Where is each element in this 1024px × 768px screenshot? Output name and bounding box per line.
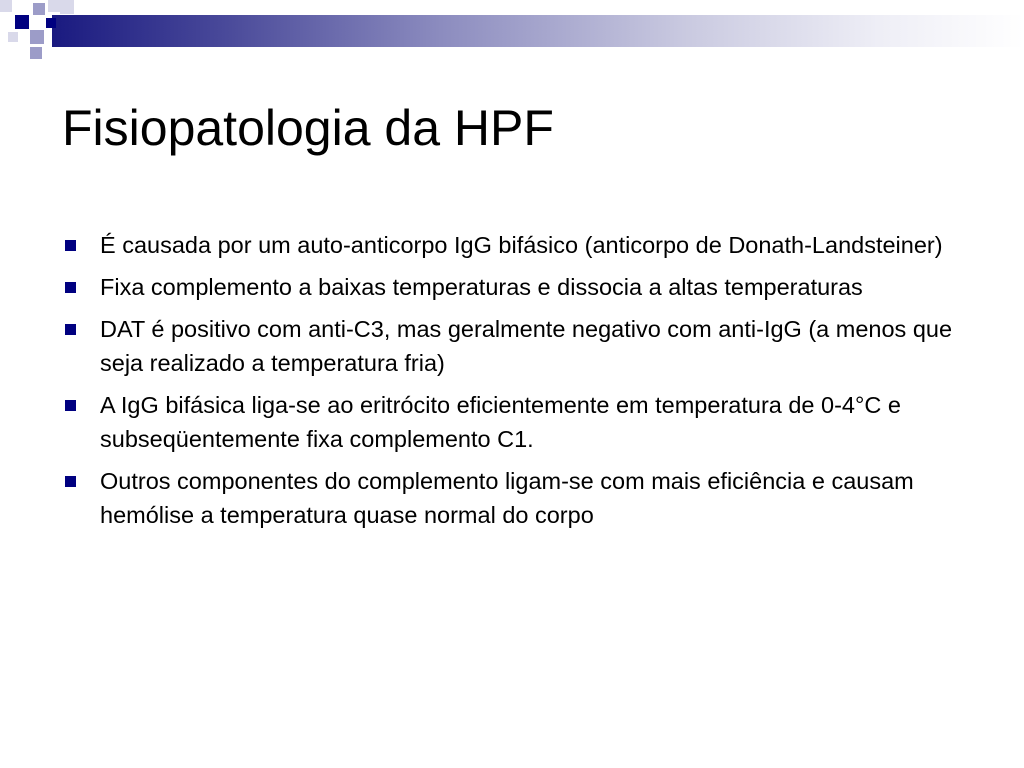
header-gradient-bar [52, 15, 1024, 47]
square-bullet-icon [65, 282, 76, 293]
decor-square [30, 47, 42, 59]
bullet-text: Fixa complemento a baixas temperaturas e dissocia a altas temperaturas [100, 274, 863, 300]
decor-square [33, 3, 45, 15]
square-bullet-icon [65, 240, 76, 251]
square-bullet-icon [65, 476, 76, 487]
bullet-item [62, 312, 967, 380]
decor-square [8, 32, 18, 42]
decor-square [15, 15, 29, 29]
decor-square [30, 30, 44, 44]
bullet-item [62, 270, 967, 304]
bullet-list [62, 228, 967, 540]
decor-square [48, 0, 60, 12]
decor-square [0, 0, 12, 12]
bullet-item [62, 464, 967, 532]
slide-title: Fisiopatologia da HPF [62, 100, 554, 156]
decor-square [60, 0, 74, 14]
bullet-text: É causada por um auto-anticorpo IgG bifásico (anticorpo de Donath-Landsteiner) [100, 232, 943, 258]
bullet-text: A IgG bifásica liga-se ao eritrócito eficientemente em temperatura de 0-4°C e subseqüentemente fixa complemento C1. [100, 392, 901, 452]
square-bullet-icon [65, 324, 76, 335]
bullet-item [62, 388, 967, 456]
bullet-text: DAT é positivo com anti-C3, mas geralmente negativo com anti-IgG (a menos que seja realizado a temperatura fria) [100, 316, 953, 376]
bullet-item [62, 228, 967, 262]
square-bullet-icon [65, 400, 76, 411]
decor-square [46, 18, 56, 28]
bullet-text: Outros componentes do complemento ligam-se com mais eficiência e causam hemólise a temperatura quase normal do corpo [100, 468, 914, 528]
